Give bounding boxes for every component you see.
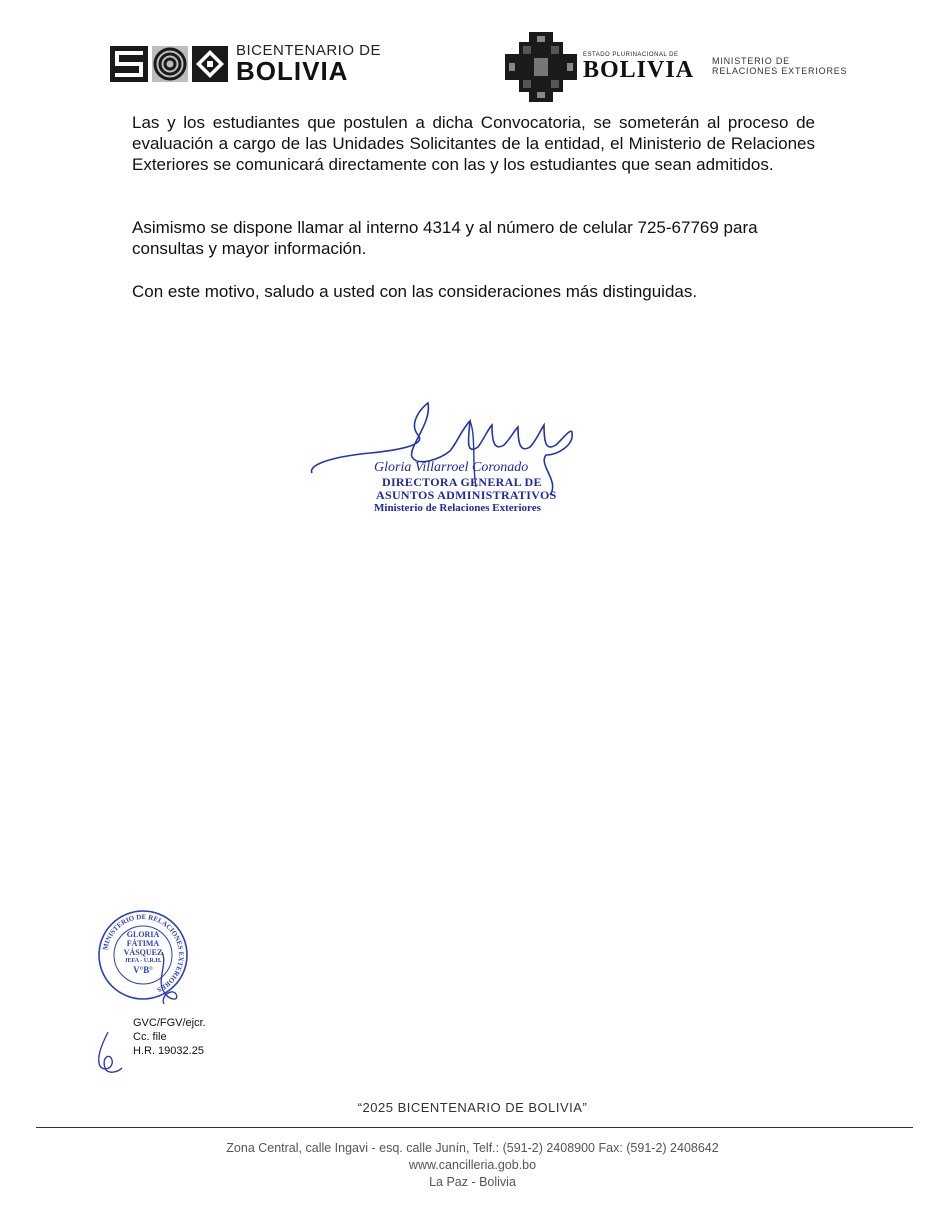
footer-contact xyxy=(0,1140,945,1191)
stamp-line5: V°B° xyxy=(133,965,153,975)
footer-city: La Paz - Bolivia xyxy=(429,1175,516,1189)
signer-title-line2: ASUNTOS ADMINISTRATIVOS xyxy=(376,488,557,502)
signer-name: Gloria Villarroel Coronado xyxy=(374,460,529,475)
paragraph-1-text: Las y los estudiantes que postulen a dicha Convocatoria, se someterán al proceso de evaluación a cargo de las Unidades Solicitantes de la entidad, el Ministerio de Relaciones Exteriores se comunicará directamente con las y los estudiantes que sean admitidos. xyxy=(132,113,815,174)
body-paragraph-1 xyxy=(132,112,815,175)
bicentenario-big-text: BOLIVIA xyxy=(236,56,349,86)
bicentenario-small-text: BICENTENARIO DE xyxy=(236,42,382,59)
footer-address: Zona Central, calle Ingavi - esq. calle Junín, Telf.: (591-2) 2408900 Fax: (591-2) 2408642 xyxy=(226,1141,719,1155)
paragraph-3-text: Con este motivo, saludo a usted con las consideraciones más distinguidas. xyxy=(132,282,698,301)
body-paragraph-3 xyxy=(132,281,815,302)
footer-website: www.cancilleria.gob.bo xyxy=(408,1158,537,1172)
reference-block xyxy=(133,1016,206,1058)
stamp-line2: FÁTIMA xyxy=(126,939,160,948)
stamp-line1: GLORIA xyxy=(126,930,160,939)
signer-title-line1: DIRECTORA GENERAL DE xyxy=(382,475,542,489)
ministerio-line2: RELACIONES EXTERIORES xyxy=(712,66,848,76)
footer-divider xyxy=(36,1127,913,1128)
reference-initials-mark xyxy=(92,1030,126,1074)
estado-plurinacional-logo xyxy=(505,32,847,102)
paragraph-2-text: Asimismo se dispone llamar al interno 4314 y al número de celular 725-67769 para consultas y mayor información. xyxy=(132,218,758,258)
stamp-line3: VÁSQUEZ xyxy=(123,948,163,957)
ministerio-label xyxy=(712,57,847,77)
footer-motto: “2025 BICENTENARIO DE BOLIVIA” xyxy=(357,1100,588,1115)
reference-initials: GVC/FGV/ejcr. xyxy=(133,1017,206,1029)
estado-big-text: BOLIVIA xyxy=(583,57,695,83)
reference-hr: H.R. 19032.25 xyxy=(133,1045,204,1057)
bicentenario-logo xyxy=(110,43,381,84)
stamp-line4: JEFA - U.R.H. xyxy=(124,958,162,964)
stamp-initials-signature xyxy=(150,950,190,1010)
signature-block xyxy=(374,460,557,514)
signer-organization: Ministerio de Relaciones Exteriores xyxy=(374,502,541,514)
stamp-ring-text: MINISTERIO DE RELACIONES EXTERIORES xyxy=(101,912,186,994)
estado-small-text: ESTADO PLURINACIONAL DE xyxy=(583,52,679,58)
ministerio-line1: MINISTERIO DE xyxy=(712,56,790,67)
reference-cc: Cc. file xyxy=(133,1031,167,1043)
body-paragraph-2 xyxy=(132,217,815,259)
chakana-emblem-icon xyxy=(505,32,577,102)
bicentenario-emblem-icon xyxy=(110,46,228,82)
